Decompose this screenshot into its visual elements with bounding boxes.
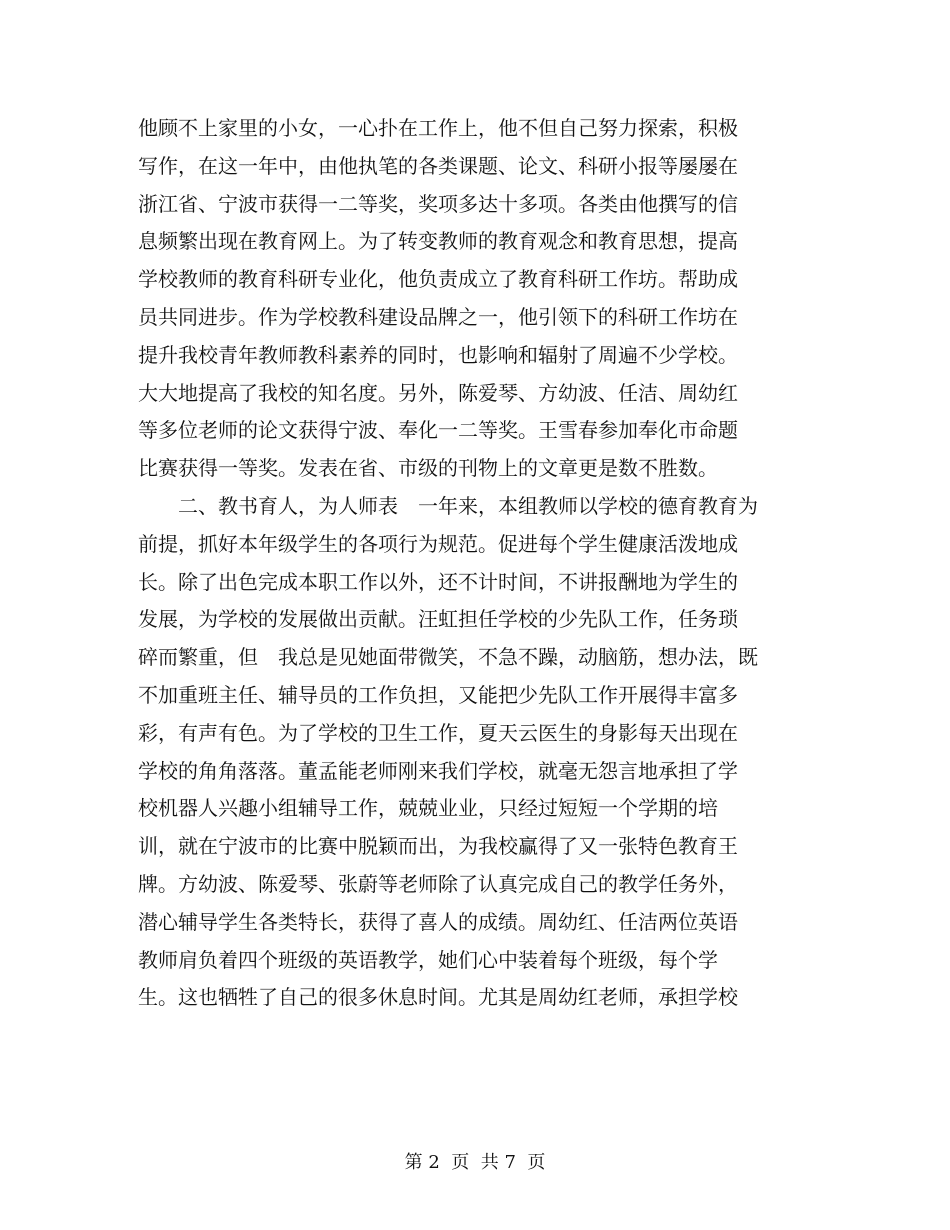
text-line: 等多位老师的论文获得宁波、奉化一二等奖。王雪春参加奉化市命题 (138, 418, 738, 443)
text-line: 学校的角角落落。董孟能老师刚来我们学校，就毫无怨言地承担了学 (138, 758, 738, 783)
text-line: 碎而繁重，但 我总是见她面带微笑，不急不躁，动脑筋，想办法，既 (138, 645, 758, 670)
text-line: 比赛获得一等奖。发表在省、市级的刊物上的文章更是数不胜数。 (138, 456, 718, 481)
text-line: 前提，抓好本年级学生的各项行为规范。促进每个学生健康活泼地成 (138, 531, 738, 556)
text-line: 训，就在宁波市的比赛中脱颖而出，为我校赢得了又一张特色教育王 (138, 834, 738, 859)
text-line: 息频繁出现在教育网上。为了转变教师的教育观念和教育思想，提高 (138, 229, 738, 254)
text-line: 员共同进步。作为学校教科建设品牌之一，他引领下的科研工作坊在 (138, 304, 738, 329)
text-line: 彩，有声有色。为了学校的卫生工作，夏天云医生的身影每天出现在 (138, 720, 738, 745)
text-line: 学校教师的教育科研专业化，他负责成立了教育科研工作坊。帮助成 (138, 267, 738, 292)
text-line: 生。这也牺牲了自己的很多休息时间。尤其是周幼红老师，承担学校 (138, 985, 738, 1010)
text-line: 长。除了出色完成本职工作以外，还不计时间，不讲报酬地为学生的 (138, 569, 738, 594)
body-text (138, 110, 798, 1017)
text-line: 大大地提高了我校的知名度。另外，陈爱琴、方幼波、任洁、周幼红 (138, 380, 738, 405)
text-line: 校机器人兴趣小组辅导工作，兢兢业业，只经过短短一个学期的培 (138, 796, 718, 821)
text-line: 教师肩负着四个班级的英语教学，她们心中装着每个班级，每个学 (138, 947, 718, 972)
text-line: 他顾不上家里的小女，一心扑在工作上，他不但自己努力探索，积极 (138, 116, 738, 140)
text-line: 潜心辅导学生各类特长，获得了喜人的成绩。周幼红、任洁两位英语 (138, 909, 738, 934)
text-line: 写作，在这一年中，由他执笔的各类课题、论文、科研小报等屡屡在 (138, 153, 738, 178)
text-line: 浙江省、宁波市获得一二等奖，奖项多达十多项。各类由他撰写的信 (138, 191, 738, 216)
text-line: 牌。方幼波、陈爱琴、张蔚等老师除了认真完成自己的教学任务外， (138, 871, 738, 896)
text-line: 发展，为学校的发展做出贡献。汪虹担任学校的少先队工作，任务琐 (138, 607, 738, 632)
text-line: 不加重班主任、辅导员的工作负担，又能把少先队工作开展得丰富多 (138, 682, 738, 707)
text-line: 提升我校青年教师教科素养的同时，也影响和辐射了周遍不少学校。 (138, 342, 738, 367)
text-line: 二、教书育人，为人师表 一年来，本组教师以学校的德育教育为 (138, 493, 758, 518)
page-number-footer: 第 2 页 共 7 页 (404, 1152, 546, 1173)
